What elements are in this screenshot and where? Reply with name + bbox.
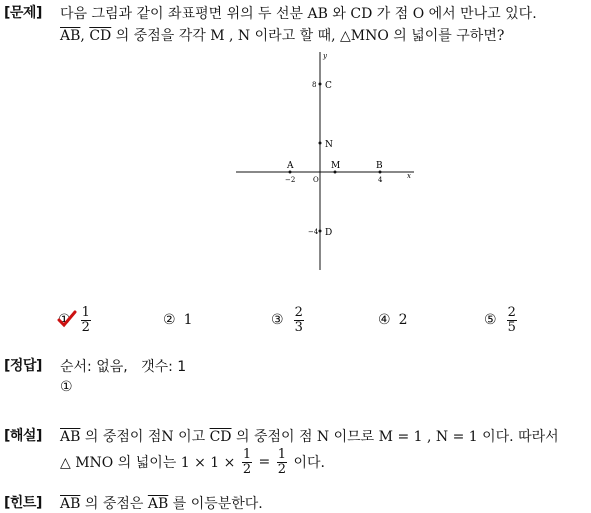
hint-line [60,493,263,513]
segment-ab: $\overline{AB}$ [60,429,81,445]
origin-label: O [313,176,319,184]
tick-neg2: −2 [285,176,296,184]
choice-2[interactable] [163,300,192,340]
answer-label: [정답] [4,358,42,374]
choice-1-num: 1 [81,304,90,320]
tick-neg4: −4 [308,228,319,236]
explanation-line-1 [60,426,559,446]
hint-text-1: 의 중점은 [80,496,148,512]
explanation-line-2 [60,444,325,480]
point-c [319,83,322,86]
choice-3-mark: ③ [271,312,284,328]
tick-4: 4 [378,176,383,184]
fraction-1 [242,448,252,477]
point-d [319,230,322,233]
choice-4[interactable] [378,300,407,340]
choice-1-den: 2 [81,319,90,335]
choice-1-fraction [81,306,91,335]
fraction-2-den: 2 [277,461,287,477]
point-c-label: C [325,81,332,91]
choice-5-num: 2 [507,304,516,320]
explanation-end-text: 이다. [289,455,325,471]
explanation-text-2: 의 중점이 점 N 이므로 M = 1 , N = 1 이다. 따라서 [231,429,559,445]
segment-ab: $\overline{AB}$ [60,496,81,512]
problem-line-2 [60,25,504,45]
separator: , [80,28,90,44]
choice-5-mark: ⑤ [484,312,497,328]
choice-3-fraction [294,306,304,335]
choice-4-mark: ④ [378,312,391,328]
segment-cd: $\overline{CD}$ [209,429,232,445]
problem-line-2-rest: 의 중점을 각각 M , N 이라고 할 때, △MNO 의 넓이를 구하면? [111,28,505,44]
choice-5-fraction [507,306,517,335]
choice-5[interactable] [484,300,519,340]
point-n [319,142,322,145]
check-icon [57,310,77,328]
fraction-2-num: 1 [277,446,287,462]
choice-1-number: ① [58,312,71,328]
segment-ab: $\overline{AB}$ [60,28,81,44]
y-axis-label: y [323,52,327,60]
hint-text-2: 를 이등분한다. [168,496,263,512]
segment-ab: $\overline{AB}$ [147,496,169,512]
fraction-1-num: 1 [242,446,252,462]
choice-1-mark [58,312,71,328]
choice-2-value: 1 [183,312,193,328]
choice-1[interactable] [58,300,93,340]
problem-label: [문제] [4,5,42,21]
point-m-label: M [331,161,341,171]
choice-3-den: 3 [294,319,303,335]
point-d-label: D [325,228,333,238]
fraction-1-den: 2 [242,461,252,477]
explanation-area-text: △ MNO 의 넓이는 1 × 1 × [60,455,240,471]
point-a-label: A [287,161,294,171]
equals-sign: = [254,454,275,470]
segment-cd: $\overline{CD}$ [89,28,112,44]
explanation-text-1: 의 중점이 점N 이고 [80,429,210,445]
coordinate-graph [0,45,591,325]
hint-label: [힌트] [4,495,42,511]
choice-3-num: 2 [294,304,303,320]
answer-line-1: 순서: 없음, 갯수: 1 [60,359,187,375]
explanation-label: [해설] [4,428,42,444]
choice-2-mark: ② [163,312,176,328]
answer-line-2: ① [60,379,73,395]
choice-5-den: 5 [507,319,516,335]
point-n-label: N [325,140,333,150]
tick-8: 8 [312,81,317,89]
choice-4-value: 2 [398,312,408,328]
point-b-label: B [376,161,383,171]
problem-line-1: 다음 그림과 같이 좌표평면 위의 두 선분 AB 와 CD 가 점 O 에서 만나고 있다. [60,6,537,22]
choice-3[interactable] [271,300,306,340]
fraction-2 [277,448,287,477]
x-axis-label: x [407,172,411,180]
